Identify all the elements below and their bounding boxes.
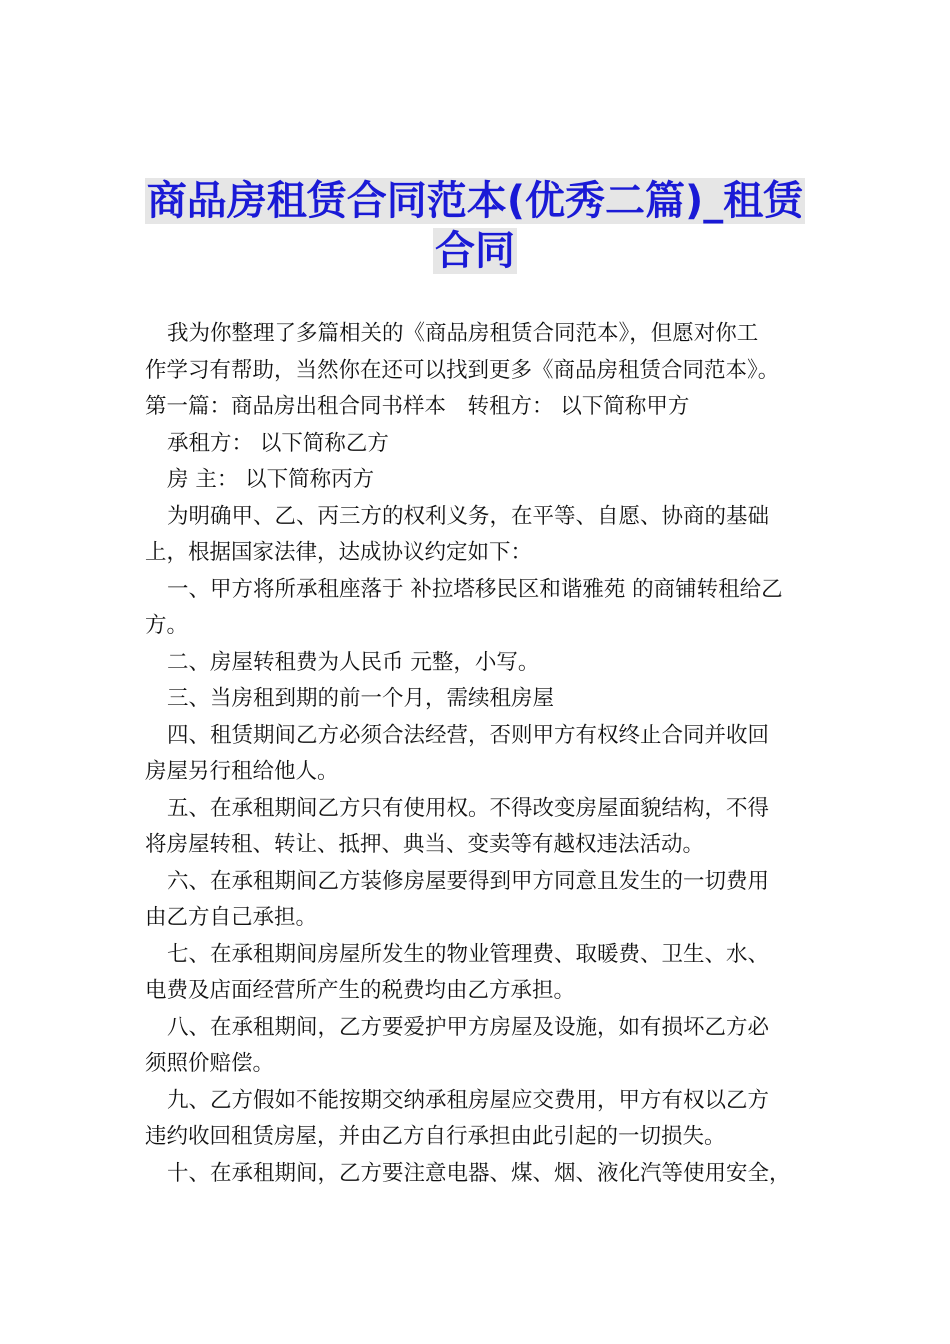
body-line: 二、房屋转租费为人民币 元整，小写。 [167, 649, 540, 675]
body-line: 一、甲方将所承租座落于 补拉塔移民区和谐雅苑 的商铺转租给乙 [167, 576, 783, 602]
body-line: 方。 [145, 613, 189, 638]
body-line: 五、在承租期间乙方只有使用权。不得改变房屋面貌结构，不得 [167, 795, 770, 821]
body-line: 违约收回租赁房屋，并由乙方自行承担由此引起的一切损失。 [145, 1124, 726, 1149]
body-line: 房 主： 以下简称丙方 [167, 467, 375, 492]
document-title-line-2 [120, 226, 830, 276]
document-body [145, 316, 810, 1192]
body-line: 须照价赔偿。 [145, 1051, 275, 1076]
document-title-line-1 [120, 176, 830, 226]
body-line: 九、乙方假如不能按期交纳承租房屋应交费用，甲方有权以乙方 [167, 1087, 770, 1113]
title-text-1: 商品房租赁合同范本(优秀二篇)_租赁 [146, 178, 804, 224]
body-line: 上，根据国家法律，达成协议约定如下： [145, 540, 533, 565]
body-line: 房屋另行租给他人。 [145, 759, 339, 784]
body-line: 承租方： 以下简称乙方 [167, 430, 389, 456]
body-line: 六、在承租期间乙方装修房屋要得到甲方同意且发生的一切费用 [167, 868, 770, 894]
body-line: 三、当房租到期的前一个月，需续租房屋 [167, 686, 555, 711]
title-text-2: 合同 [435, 228, 515, 274]
body-line: 四、租赁期间乙方必须合法经营，否则甲方有权终止合同并收回 [167, 722, 770, 748]
body-line: 我为你整理了多篇相关的《商品房租赁合同范本》，但愿对你工 [167, 321, 759, 346]
body-line: 八、在承租期间，乙方要爱护甲方房屋及设施，如有损坏乙方必 [167, 1014, 770, 1040]
body-line: 第一篇：商品房出租合同书样本 转租方： 以下简称甲方 [145, 394, 690, 419]
body-line: 为明确甲、乙、丙三方的权利义务，在平等、自愿、协商的基础 [167, 503, 770, 529]
body-line: 将房屋转租、转让、抵押、典当、变卖等有越权违法活动。 [145, 832, 705, 857]
body-line: 十、在承租期间，乙方要注意电器、煤、烟、液化汽等使用安全， [167, 1160, 791, 1186]
body-line: 七、在承租期间房屋所发生的物业管理费、取暖费、卫生、水、 [167, 941, 770, 967]
body-line: 电费及店面经营所产生的税费均由乙方承担。 [145, 978, 576, 1003]
body-line: 由乙方自己承担。 [145, 905, 318, 930]
body-line: 作学习有帮助，当然你在还可以找到更多《商品房租赁合同范本》。 [145, 357, 780, 383]
